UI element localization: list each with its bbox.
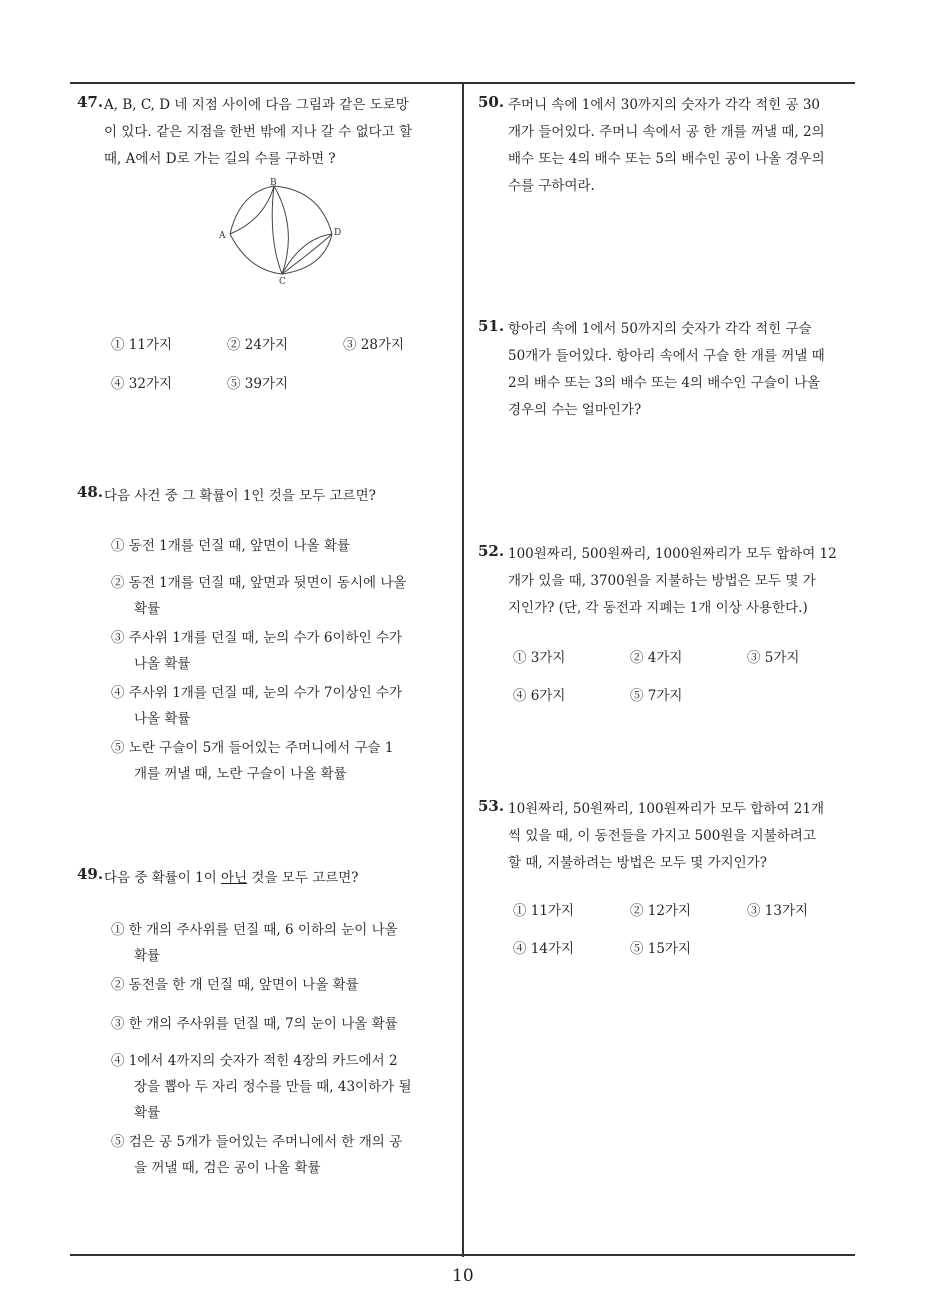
answer-option: ① 11가지 xyxy=(513,903,575,919)
question-number: 50. xyxy=(478,93,505,111)
question-text-underlined: 아닌 xyxy=(221,870,248,886)
choice-text: ④ 주사위 1개를 던질 때, 눈의 수가 7이상인 수가 xyxy=(111,685,402,701)
answer-option: ⑤ 7가지 xyxy=(630,688,683,704)
road-network-diagram xyxy=(212,178,362,288)
question-text-line: 항아리 속에 1에서 50까지의 숫자가 각각 적힌 구슬 xyxy=(508,321,812,337)
question-text-line: 50개가 들어있다. 항아리 속에서 구슬 한 개를 꺼낼 때 xyxy=(508,348,825,364)
choice-text: 개를 꺼낼 때, 노란 구슬이 나올 확률 xyxy=(134,766,347,782)
answer-option: ③ 13가지 xyxy=(747,903,809,919)
answer-option: ② 4가지 xyxy=(630,650,683,666)
answer-option: ④ 6가지 xyxy=(513,688,566,704)
question-text-line: A, B, C, D 네 지점 사이에 다음 그림과 같은 도로망 xyxy=(104,97,409,113)
question-number: 52. xyxy=(478,542,505,560)
point-a-label: A xyxy=(219,231,226,241)
answer-option: ④ 14가지 xyxy=(513,941,575,957)
answer-option: ③ 5가지 xyxy=(747,650,800,666)
question-text-line: 개가 있을 때, 3700원을 지불하는 방법은 모두 몇 가 xyxy=(508,573,816,589)
answer-option: ① 11가지 xyxy=(111,337,173,353)
question-text-line: 씩 있을 때, 이 동전들을 가지고 500원을 지불하려고 xyxy=(508,828,816,844)
choice-text: ⑤ 검은 공 5개가 들어있는 주머니에서 한 개의 공 xyxy=(111,1134,403,1150)
answer-option: ④ 32가지 xyxy=(111,376,173,392)
page-number: 10 xyxy=(452,1266,474,1286)
choice-text: 확률 xyxy=(134,1105,161,1121)
choice-text: 장을 뽑아 두 자리 정수를 만들 때, 43이하가 될 xyxy=(134,1079,412,1095)
choice-text: ③ 한 개의 주사위를 던질 때, 7의 눈이 나올 확률 xyxy=(111,1016,398,1032)
question-text-line: 수를 구하여라. xyxy=(508,178,595,194)
question-text-pre: 다음 중 확률이 1이 xyxy=(104,870,222,886)
question-number: 49. xyxy=(77,865,104,883)
answer-option: ③ 28가지 xyxy=(343,337,405,353)
question-number: 53. xyxy=(478,797,505,815)
question-text-line: 개가 들어있다. 주머니 속에서 공 한 개를 꺼낼 때, 2의 xyxy=(508,124,825,140)
question-text-line: 2의 배수 또는 3의 배수 또는 4의 배수인 구슬이 나올 xyxy=(508,375,821,391)
point-c-label: C xyxy=(279,277,286,287)
question-text-line: 100원짜리, 500원짜리, 1000원짜리가 모두 합하여 12 xyxy=(508,546,837,562)
choice-text: ③ 주사위 1개를 던질 때, 눈의 수가 6이하인 수가 xyxy=(111,630,402,646)
choice-text: 확률 xyxy=(134,601,161,617)
choice-text: 확률 xyxy=(134,948,161,964)
question-number: 48. xyxy=(77,483,104,501)
choice-text: 나올 확률 xyxy=(134,711,191,727)
question-text-post: 것을 모두 고르면? xyxy=(247,870,359,886)
question-number: 47. xyxy=(77,93,104,111)
choice-text: ① 동전 1개를 던질 때, 앞면이 나올 확률 xyxy=(111,538,350,554)
question-text-line: 다음 사건 중 그 확률이 1인 것을 모두 고르면? xyxy=(104,488,376,504)
answer-option: ① 3가지 xyxy=(513,650,566,666)
question-text-line: 이 있다. 같은 지점을 한번 밖에 지나 갈 수 없다고 할 xyxy=(104,124,413,140)
answer-option: ② 24가지 xyxy=(227,337,289,353)
choice-text: ② 동전을 한 개 던질 때, 앞면이 나올 확률 xyxy=(111,977,359,993)
question-text-line: 10원짜리, 50원짜리, 100원짜리가 모두 합하여 21개 xyxy=(508,801,824,817)
question-text-line: 지인가? (단, 각 동전과 지폐는 1개 이상 사용한다.) xyxy=(508,600,808,616)
question-text-line xyxy=(104,866,359,886)
question-text-line: 배수 또는 4의 배수 또는 5의 배수인 공이 나올 경우의 xyxy=(508,151,825,167)
answer-option: ② 12가지 xyxy=(630,903,692,919)
choice-text: ④ 1에서 4까지의 숫자가 적힌 4장의 카드에서 2 xyxy=(111,1053,398,1069)
question-text-line: 경우의 수는 얼마인가? xyxy=(508,402,642,418)
answer-option: ⑤ 15가지 xyxy=(630,941,692,957)
point-b-label: B xyxy=(270,178,277,188)
question-number: 51. xyxy=(478,317,505,335)
choice-text: 나올 확률 xyxy=(134,656,191,672)
question-text-line: 할 때, 지불하려는 방법은 모두 몇 가지인가? xyxy=(508,855,767,871)
choice-text: ① 한 개의 주사위를 던질 때, 6 이하의 눈이 나올 xyxy=(111,922,398,938)
choice-text: 을 꺼낼 때, 검은 공이 나올 확률 xyxy=(134,1160,321,1176)
column-divider xyxy=(462,82,464,1257)
question-text-line: 때, A에서 D로 가는 길의 수를 구하면 ? xyxy=(104,151,336,167)
answer-option: ⑤ 39가지 xyxy=(227,376,289,392)
choice-text: ② 동전 1개를 던질 때, 앞면과 뒷면이 동시에 나올 xyxy=(111,575,407,591)
question-text-line: 주머니 속에 1에서 30까지의 숫자가 각각 적힌 공 30 xyxy=(508,97,821,113)
choice-text: ⑤ 노란 구슬이 5개 들어있는 주머니에서 구슬 1 xyxy=(111,740,394,756)
point-d-label: D xyxy=(334,228,342,238)
